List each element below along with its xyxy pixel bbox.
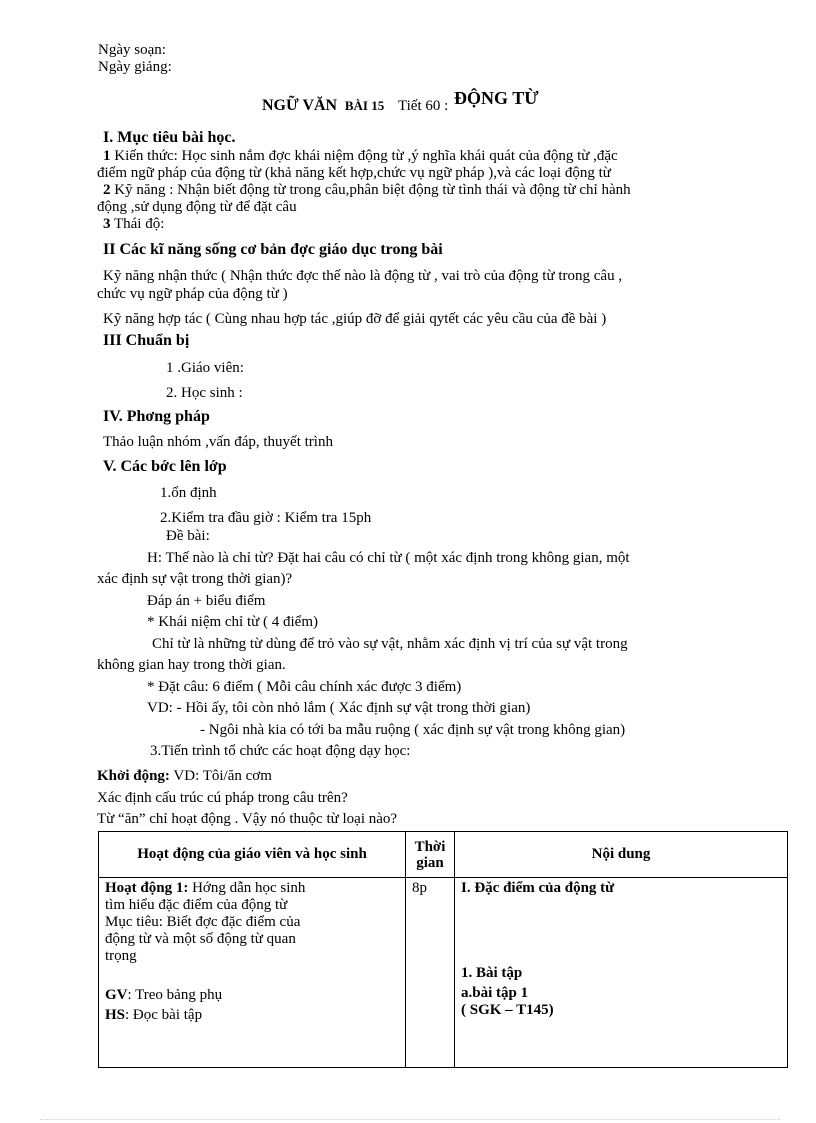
activity-goal2: động từ và một số động từ quan [105,931,296,947]
prep-teacher: 1 .Giáo viên: [166,360,244,376]
attitude-num: 3 [103,216,111,232]
question-line2: xác định sự vật trong thời gian)? [97,571,293,587]
knowledge-line2: điểm ngữ pháp của động từ (khả năng kết hợp,chức vụ ngữ pháp ),và các loại động từ [97,165,611,181]
question-line1: H: Thế nào là chỉ từ? Đặt hai câu có chỉ từ ( một xác định trong không gian, một [147,550,630,566]
concept-heading: * Khái niệm chỉ từ ( 4 điểm) [147,614,319,630]
example1: VD: - Hồi ấy, tôi còn nhỏ lắm ( Xác định sự vật trong thời gian) [147,700,531,716]
content-title: I. Đặc điểm của động từ [461,880,615,896]
hs-line [105,1007,399,1024]
method-text: Thảo luận nhóm ,vấn đáp, thuyết trình [103,434,333,450]
topic-title: ĐỘNG TỪ [454,88,539,108]
skill-line1 [103,182,631,198]
lesson-heading [262,88,539,114]
step1: 1.ổn định [160,485,217,501]
definition-line2: không gian hay trong thời gian. [97,657,286,673]
table-header-row [99,832,788,878]
section4-title: IV. Phơng pháp [103,408,210,425]
hs-text: : Đọc bài tập [125,1007,203,1023]
warmup-line3: Từ “ăn” chỉ hoạt động . Vậy nó thuộc từ loại nào? [97,811,398,827]
lesson-label: BÀI 15 [344,98,385,113]
step2: 2.Kiểm tra đầu giờ : Kiểm tra 15ph [160,510,372,526]
gv-label: GV [105,987,128,1003]
attitude-text: Thái độ: [113,216,165,232]
section3-title: III Chuẩn bị [103,332,190,349]
table-row [99,878,788,1068]
time-cell: 8p [406,878,455,1068]
header-time: Thời gian [406,832,455,878]
activity-line2: tìm hiểu đặc điểm của động từ [105,897,288,913]
activity-cell [99,878,406,1068]
content-item-a: a.bài tập 1 [461,985,529,1001]
ngay-giang: Ngày giảng: [98,59,172,75]
content-ref: ( SGK – T145) [461,1002,554,1018]
subject-label: NGỮ VĂN [262,97,338,114]
warmup-line2: Xác định cấu trúc cú pháp trong câu trên? [97,790,348,806]
warmup-line1 [97,768,272,784]
content-cell [455,878,788,1068]
gv-text: : Treo bảng phụ [127,987,223,1003]
section2-p2: Kỹ năng hợp tác ( Cùng nhau hợp tác ,giúp đỡ để giải qytết các yêu cầu của đề bài ) [103,311,607,327]
section2-p1-line1: Kỹ năng nhận thức ( Nhận thức đợc thế nào là động từ , vai trò của động từ trong câu , [103,268,623,284]
skill-num: 2 [103,182,111,198]
activity-goal3: trọng [105,948,137,964]
content-exercise: 1. Bài tập [461,965,523,981]
lesson-plan-table [98,831,788,1068]
ngay-soan: Ngày soạn: [98,42,166,58]
activity-goal: Mục tiêu: Biết đợc đặc điểm của [105,914,301,930]
hs-label: HS [105,1007,126,1023]
definition-line1: Chỉ từ là những từ dùng để trỏ vào sự vật, nhằm xác định vị trí của sự vật trong [152,636,628,652]
example2: - Ngôi nhà kia có tới ba mẫu ruộng ( xác định sự vật trong không gian) [200,722,626,738]
skill-text1: Kỹ năng : Nhận biết động từ trong câu,phân biệt động từ tình thái và động từ chỉ hành [114,182,631,198]
knowledge-text1: Kiến thức: Học sinh nắm đợc khái niệm động từ ,ý nghĩa khái quát của động từ ,đặc [114,148,618,164]
section2-title: II Các kĩ năng sống cơ bản đợc giáo dục trong bài [103,241,443,258]
page-bottom-divider [40,1119,780,1120]
sentences-heading: * Đặt câu: 6 điểm ( Mỗi câu chính xác được 3 điểm) [147,679,462,695]
warmup-example: VD: Tôi/ăn cơm [173,768,272,784]
period-label: Tiết 60 : [397,98,449,114]
header-activity: Hoạt động của giáo viên và học sinh [99,832,406,878]
activity-title [105,880,399,897]
section5-title: V. Các bớc lên lớp [103,458,227,475]
gv-line [105,987,399,1004]
activity-title-rest: Hớng dẫn học sinh [192,880,306,896]
answer-title: Đáp án + biểu điểm [147,593,266,609]
knowledge-line1 [103,148,618,164]
step3: 3.Tiến trình tổ chức các hoạt động dạy học: [150,743,411,759]
header-content: Nội dung [455,832,788,878]
skill-line2: động ,sử dụng động từ để đặt câu [97,199,297,215]
knowledge-num: 1 [103,148,111,164]
section2-p1-line2: chức vụ ngữ pháp của động từ ) [97,286,288,302]
prep-student: 2. Học sinh : [166,385,243,401]
warmup-label: Khởi động: [97,768,170,784]
section1-title: I. Mục tiêu bài học. [103,129,236,146]
attitude-line [103,216,164,232]
activity-label: Hoạt động 1: [105,880,189,896]
de-bai: Đề bài: [166,528,210,544]
